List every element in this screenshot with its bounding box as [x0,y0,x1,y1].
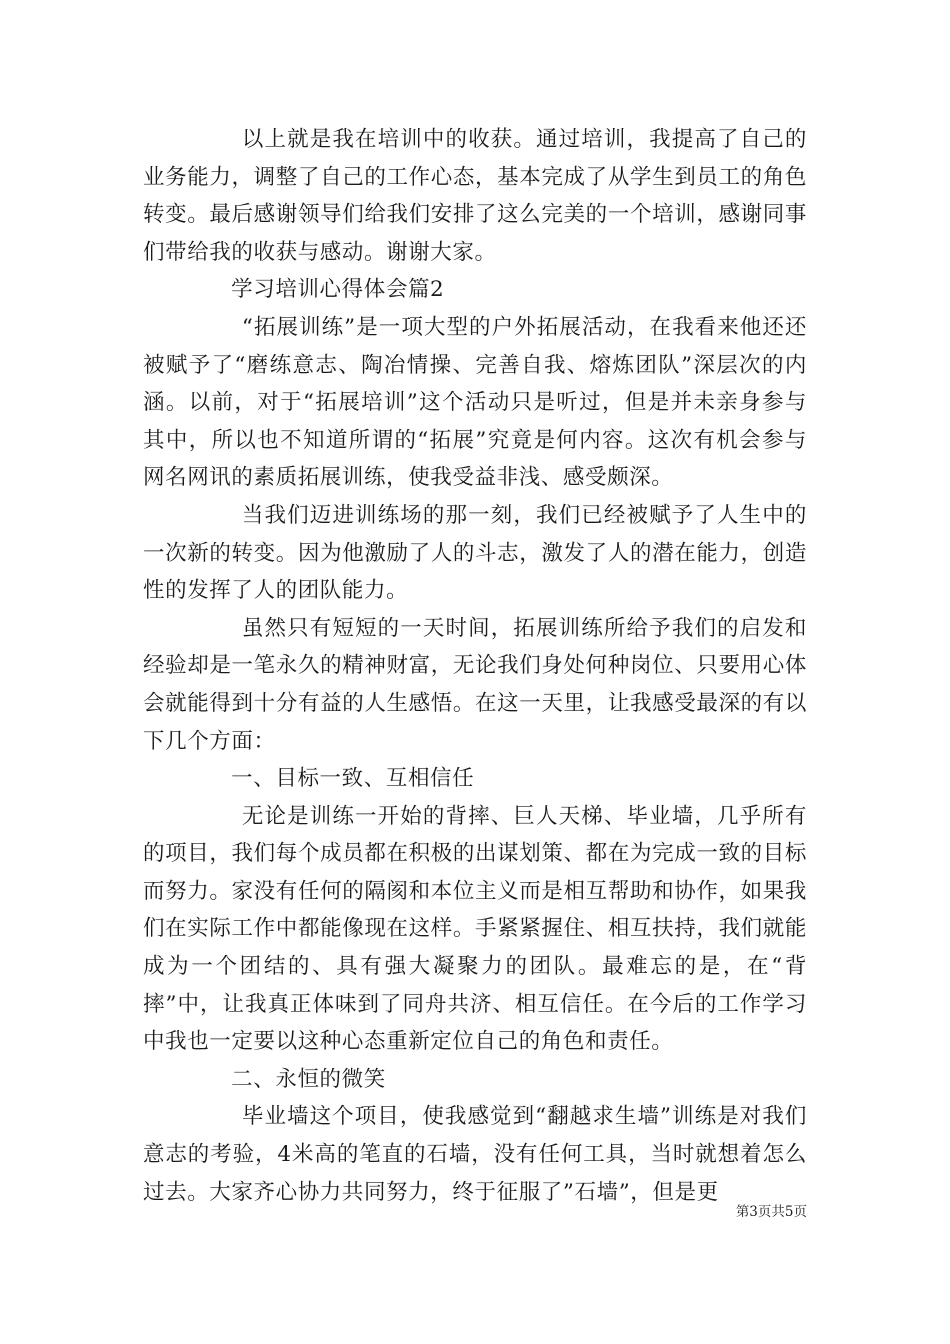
page-number: 第3页共5页 [735,1204,807,1220]
paragraph-3: 当我们迈进训练场的那一刻，我们已经被赋予了人生中的一次新的转变。因为他激励了人的斗志，激发了人的潜在能力，创造性的发挥了人的团队能力。 [143,502,807,604]
paragraph-2: “拓展训练”是一项大型的户外拓展活动，在我看来他还还被赋予了“磨练意志、陶冶情操、完善自我、熔炼团队”深层次的内涵。以前，对于“拓展培训”这个活动只是听过，但是并未亲身参与其中，所以也不知道所谓的“拓展”究竟是何内容。这次有机会参与网名网讯的素质拓展训练，使我受益非浅、感受颇深。 [143,314,807,491]
section-title-2: 学习培训心得体会篇2 [231,277,445,303]
paragraph-1: 以上就是我在培训中的收获。通过培训，我提高了自己的业务能力，调整了自己的工作心态，基本完成了从学生到员工的角色转变。最后感谢领导们给我们安排了这么完美的一个培训，感谢同事们带给我的收获与感动。谢谢大家。 [143,127,807,265]
heading-eternal-smile: 二、永恒的微笑 [231,1066,386,1092]
document-body [143,121,807,1211]
heading-target-trust: 一、目标一致、互相信任 [231,766,475,792]
paragraph-4: 虽然只有短短的一天时间，拓展训练所给予我们的启发和经验却是一笔永久的精神财富，无论我们身处何种岗位、只要用心体会就能得到十分有益的人生感悟。在这一天里，让我感受最深的有以下几个方面： [143,615,807,754]
paragraph-5: 无论是训练一开始的背摔、巨人天梯、毕业墙，几乎所有的项目，我们每个成员都在积极的出谋划策、都在为完成一致的目标而努力。家没有任何的隔阂和本位主义而是相互帮助和协作，如果我们在实际工作中都能像现在这样。手紧紧握住、相互扶持，我们就能成为一个团结的、具有强大凝聚力的团队。最难忘的是，在“背摔”中，让我真正体味到了同舟共济、相互信任。在今后的工作学习中我也一定要以这种心态重新定位自己的角色和责任。 [143,803,807,1055]
paragraph-6: 毕业墙这个项目，使我感觉到“翻越求生墙”训练是对我们意志的考验，4米高的笔直的石墙，没有任何工具，当时就想着怎么过去。大家齐心协力共同努力，终于征服了”石墙”，但是更 [143,1104,807,1205]
